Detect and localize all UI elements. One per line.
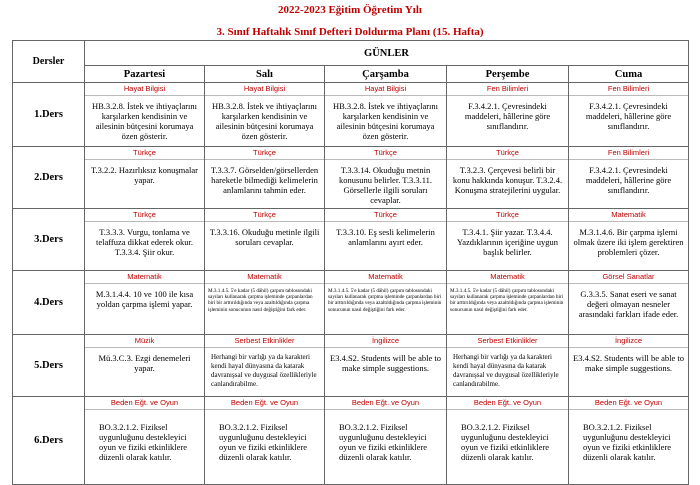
plan-cell — [205, 83, 325, 147]
day-header: Perşembe — [447, 66, 569, 83]
plan-cell — [447, 147, 569, 209]
plan-cell — [569, 397, 689, 485]
outcome-text: T.3.3.3. Vurgu, tonlama ve telaffuza dikkat ederek okur. T.3.3.4. Şiir okur. — [95, 227, 194, 257]
outcome-text: M.3.1.4.6. Bir çarpma işlemi olmak üzere iki işlem gerektiren problemleri çözer. — [573, 227, 684, 257]
outcome-text: T.3.4.1. Şiir yazar. T.3.4.4. Yazdıklarının içeriğine uygun başlık belirler. — [456, 227, 559, 257]
subject-label: Beden Eğt. ve Oyun — [205, 397, 324, 410]
outcome-text: M.3.1.4.5. 5'e kadar (5 dâhil) çarpım tablosundaki sayıları kullanarak çarpma işleminde çarpanlardan biri bir arttırıldığında veya azaltıldığında çarpma işleminin sonucunun nasıl değiştiğini fark eder. — [208, 288, 313, 313]
plan-cell — [447, 335, 569, 397]
outcome-text: Herhangi bir varlığı ya da karakteri kendi hayal dünyasına da katarak davranışsal ve duygusal özellikleriyle canlandırabilme. — [453, 353, 559, 388]
outcome-text: BO.3.2.1.2. Fiziksel uygunluğunu destekleyici oyun ve fiziki etkinliklere düzenli olarak katılır. — [99, 422, 188, 462]
plan-body — [13, 83, 689, 485]
outcome-text: HB.3.2.8. İstek ve ihtiyaçlarını karşılarken kendisinin ve ailesinin bütçesini korumaya özen gösterir. — [91, 101, 198, 141]
plan-cell — [569, 209, 689, 271]
subject-label: Beden Eğt. ve Oyun — [325, 397, 446, 410]
lesson-row — [13, 147, 689, 209]
plan-cell — [325, 397, 447, 485]
outcome-text: M.3.1.4.5. 5'e kadar (5 dâhil) çarpım tablosundaki sayıları kullanarak çarpma işleminde çarpanlardan biri bir arttırıldığında veya azaltıldığında çarpma işleminin sonucunun nasıl değiştiğini fark eder. — [328, 288, 442, 313]
subject-label: İngilizce — [569, 335, 688, 348]
lesson-label: 4.Ders — [13, 271, 85, 335]
plan-cell — [205, 271, 325, 335]
day-header: Salı — [205, 66, 325, 83]
outcome-text: M.3.1.4.4. 10 ve 100 ile kısa yoldan çarpma işlemi yapar. — [95, 289, 194, 309]
plan-cell — [447, 397, 569, 485]
lesson-label: 2.Ders — [13, 147, 85, 209]
lesson-label: 6.Ders — [13, 397, 85, 485]
outcome-text: F.3.4.2.1. Çevresindeki maddeleri, hâllerine göre sınıflandırır. — [585, 165, 672, 195]
plan-cell — [205, 335, 325, 397]
outcome-text: T.3.2.3. Çerçevesi belirli bir konu hakkında konuşur. T.3.2.4. Konuşma stratejilerini uygular. — [452, 165, 563, 195]
subject-label: Fen Bilimleri — [569, 83, 688, 96]
outcome-text: BO.3.2.1.2. Fiziksel uygunluğunu destekleyici oyun ve fiziki etkinliklere düzenli olarak katılır. — [339, 422, 428, 462]
plan-cell — [205, 147, 325, 209]
lesson-row — [13, 397, 689, 485]
dersler-header: Dersler — [13, 41, 85, 83]
subject-label: Beden Eğt. ve Oyun — [569, 397, 688, 410]
outcome-text: G.3.3.5. Sanat eseri ve sanat değeri olmayan nesneler arasındaki farkları ifade eder. — [578, 289, 679, 319]
lesson-label: 3.Ders — [13, 209, 85, 271]
plan-cell — [447, 209, 569, 271]
plan-cell — [325, 147, 447, 209]
subject-label: Türkçe — [325, 209, 446, 222]
subject-label: Türkçe — [447, 209, 568, 222]
lesson-row — [13, 335, 689, 397]
plan-cell — [85, 147, 205, 209]
plan-cell — [569, 335, 689, 397]
day-header: Çarşamba — [325, 66, 447, 83]
subject-label: Fen Bilimleri — [569, 147, 688, 160]
outcome-text: F.3.4.2.1. Çevresindeki maddeleri, hâllerine göre sınıflandırır. — [585, 101, 672, 131]
plan-cell — [205, 397, 325, 485]
lesson-row — [13, 83, 689, 147]
subject-label: Matematik — [205, 271, 324, 284]
outcome-text: T.3.2.2. Hazırlıksız konuşmalar yapar. — [90, 165, 198, 185]
lesson-label: 5.Ders — [13, 335, 85, 397]
subject-label: Türkçe — [205, 147, 324, 160]
outcome-text: E3.4.S2. Students will be able to make simple suggestions. — [573, 353, 684, 373]
subject-label: Hayat Bilgisi — [85, 83, 204, 96]
subject-label: Türkçe — [205, 209, 324, 222]
weekly-plan-table — [12, 40, 689, 485]
document-subtitle: 3. Sınıf Haftalık Sınıf Defteri Doldurma Planı (15. Hafta) — [216, 26, 484, 38]
outcome-text: Herhangi bir varlığı ya da karakteri kendi hayal dünyasına da katarak davranışsal ve duygusal özellikleriyle canlandırabilme. — [211, 353, 317, 388]
plan-cell — [325, 335, 447, 397]
outcome-text: Mü.3.C.3. Ezgi denemeleri yapar. — [98, 353, 191, 373]
subject-label: Türkçe — [85, 209, 204, 222]
plan-cell — [85, 397, 205, 485]
document-title: 2022-2023 Eğitim Öğretim Yılı — [278, 4, 422, 16]
subject-label: Matematik — [325, 271, 446, 284]
plan-cell — [569, 147, 689, 209]
outcome-text: HB.3.2.8. İstek ve ihtiyaçlarını karşılarken kendisinin ve ailesinin bütçesini korumaya özen gösterir. — [332, 101, 439, 141]
lesson-row — [13, 209, 689, 271]
outcome-text: BO.3.2.1.2. Fiziksel uygunluğunu destekleyici oyun ve fiziki etkinliklere düzenli olarak katılır. — [219, 422, 308, 462]
plan-cell — [569, 83, 689, 147]
plan-cell — [85, 209, 205, 271]
subject-label: Fen Bilimleri — [447, 83, 568, 96]
plan-cell — [325, 271, 447, 335]
outcome-text: E3.4.S2. Students will be able to make simple suggestions. — [330, 353, 441, 373]
day-header: Pazartesi — [85, 66, 205, 83]
plan-cell — [85, 271, 205, 335]
outcome-text: BO.3.2.1.2. Fiziksel uygunluğunu destekleyici oyun ve fiziki etkinliklere düzenli olarak katılır. — [461, 422, 550, 462]
outcome-text: BO.3.2.1.2. Fiziksel uygunluğunu destekleyici oyun ve fiziki etkinliklere düzenli olarak katılır. — [583, 422, 672, 462]
subject-label: Hayat Bilgisi — [325, 83, 446, 96]
subject-label: Müzik — [85, 335, 204, 348]
subject-label: İngilizce — [325, 335, 446, 348]
subject-label: Görsel Sanatlar — [569, 271, 688, 284]
outcome-text: F.3.4.2.1. Çevresindeki maddeleri, hâllerine göre sınıflandırır. — [464, 101, 551, 131]
subject-label: Serbest Etkinlikler — [205, 335, 324, 348]
plan-cell — [205, 209, 325, 271]
plan-cell — [85, 335, 205, 397]
subject-label: Türkçe — [325, 147, 446, 160]
plan-cell — [447, 271, 569, 335]
subject-label: Matematik — [569, 209, 688, 222]
subject-label: Matematik — [447, 271, 568, 284]
plan-cell — [85, 83, 205, 147]
outcome-text: T.3.3.16. Okuduğu metinle ilgili soruları cevaplar. — [209, 227, 320, 247]
gunler-header: GÜNLER — [85, 41, 689, 66]
outcome-text: T.3.3.10. Eş sesli kelimelerin anlamlarını ayırt eder. — [336, 227, 435, 247]
subject-label: Hayat Bilgisi — [205, 83, 324, 96]
outcome-text: HB.3.2.8. İstek ve ihtiyaçlarını karşılarken kendisinin ve ailesinin bütçesini korumaya özen gösterir. — [211, 101, 318, 141]
outcome-text: M.3.1.4.5. 5'e kadar (5 dâhil) çarpım tablosundaki sayıları kullanarak çarpma işleminde çarpanlardan biri bir arttırıldığında veya azaltıldığında çarpma işleminin sonucunun nasıl değiştiğini fark eder. — [450, 288, 564, 313]
subject-label: Türkçe — [447, 147, 568, 160]
day-header: Cuma — [569, 66, 689, 83]
subject-label: Matematik — [85, 271, 204, 284]
plan-cell — [447, 83, 569, 147]
lesson-row — [13, 271, 689, 335]
subject-label: Serbest Etkinlikler — [447, 335, 568, 348]
plan-cell — [569, 271, 689, 335]
subject-label: Türkçe — [85, 147, 204, 160]
subject-label: Beden Eğt. ve Oyun — [85, 397, 204, 410]
plan-cell — [325, 209, 447, 271]
lesson-label: 1.Ders — [13, 83, 85, 147]
outcome-text: T.3.3.14. Okuduğu metnin konusunu belirler. T.3.3.11. Görsellerle ilgili soruları cevaplar. — [338, 165, 433, 205]
plan-cell — [325, 83, 447, 147]
subject-label: Beden Eğt. ve Oyun — [447, 397, 568, 410]
outcome-text: T.3.3.7. Görselden/görsellerden hareketle bilmediği kelimelerin anlamlarını tahmin eder. — [210, 165, 319, 195]
